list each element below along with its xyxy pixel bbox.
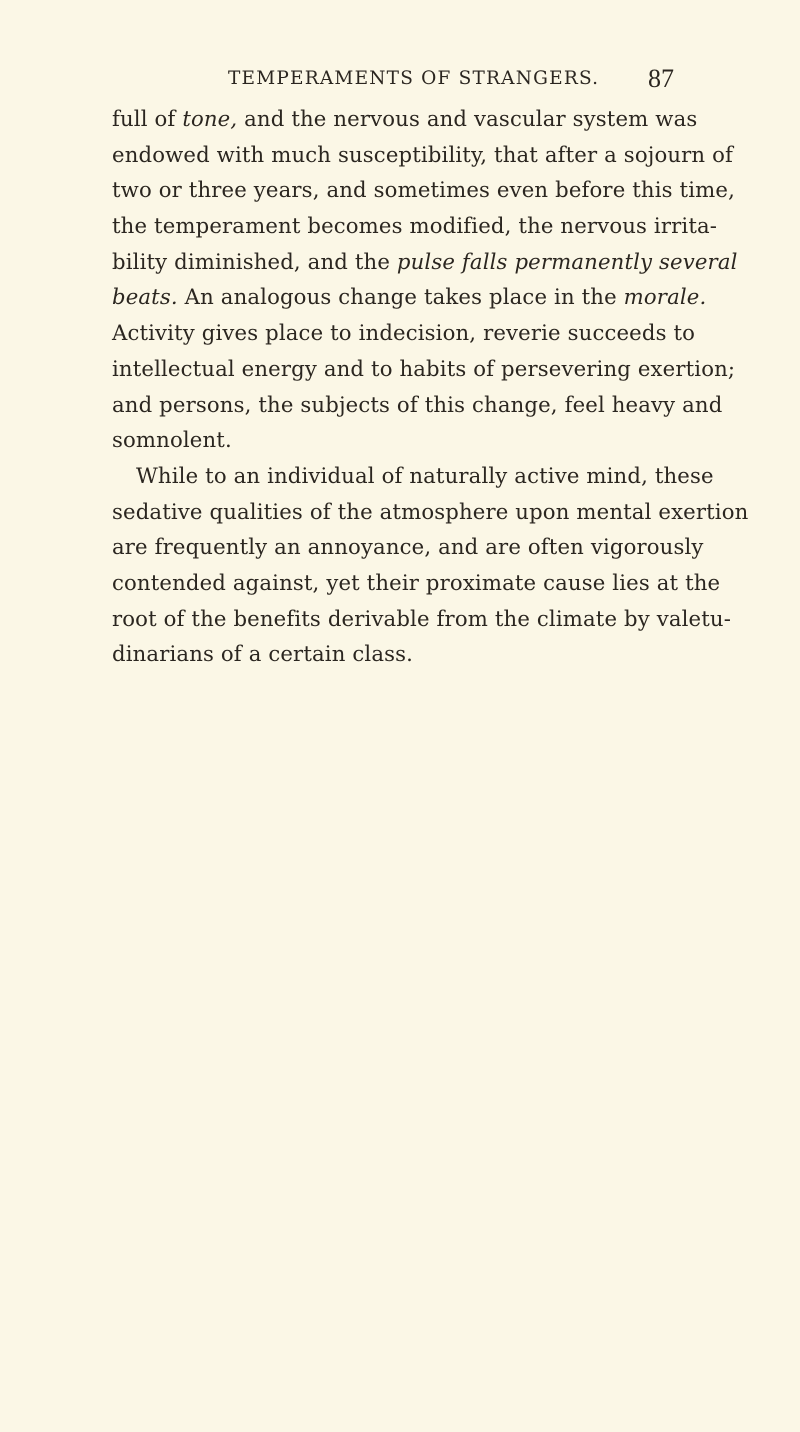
text-line-10: somnolent.: [112, 427, 232, 453]
text-line-13: are frequently an annoyance, and are often vigorously: [112, 534, 704, 560]
emphasis-beats: beats.: [112, 284, 178, 310]
text-line-3: two or three years, and sometimes even before this time,: [112, 177, 735, 203]
text-line-11: While to an individual of naturally active mind, these: [136, 462, 714, 488]
text-line-1: full of tone, and the nervous and vascular system was: [112, 106, 698, 131]
text-line-7: Activity gives place to indecision, reverie succeeds to: [112, 320, 696, 346]
emphasis-morale: morale.: [623, 284, 707, 310]
text-line-5: bility diminished, and the pulse falls permanently several: [112, 248, 738, 274]
text-line-6: beats. An analogous change takes place in the morale.: [112, 284, 707, 310]
text-line-15: root of the benefits derivable from the climate by valetu-: [112, 605, 732, 631]
text-line-4: the temperament becomes modified, the nervous irrita-: [112, 213, 718, 239]
text-line-16: dinarians of a certain class.: [112, 641, 414, 667]
text-line-8: intellectual energy and to habits of persevering exertion;: [112, 355, 736, 381]
emphasis-pulse: pulse falls permanently several: [396, 248, 738, 274]
body-text: [112, 101, 749, 672]
text-line-9: and persons, the subjects of this change, feel heavy and: [112, 391, 723, 417]
page-number: 87: [648, 64, 674, 93]
text-line-2: endowed with much susceptibility, that after a sojourn of: [112, 141, 733, 167]
running-title: TEMPERAMENTS OF STRANGERS.: [228, 68, 600, 89]
text-line-14: contended against, yet their proximate cause lies at the: [112, 569, 721, 595]
emphasis-tone: tone,: [182, 106, 238, 131]
text-line-12: sedative qualities of the atmosphere upon mental exertion: [112, 498, 749, 524]
running-head: [0, 62, 800, 96]
